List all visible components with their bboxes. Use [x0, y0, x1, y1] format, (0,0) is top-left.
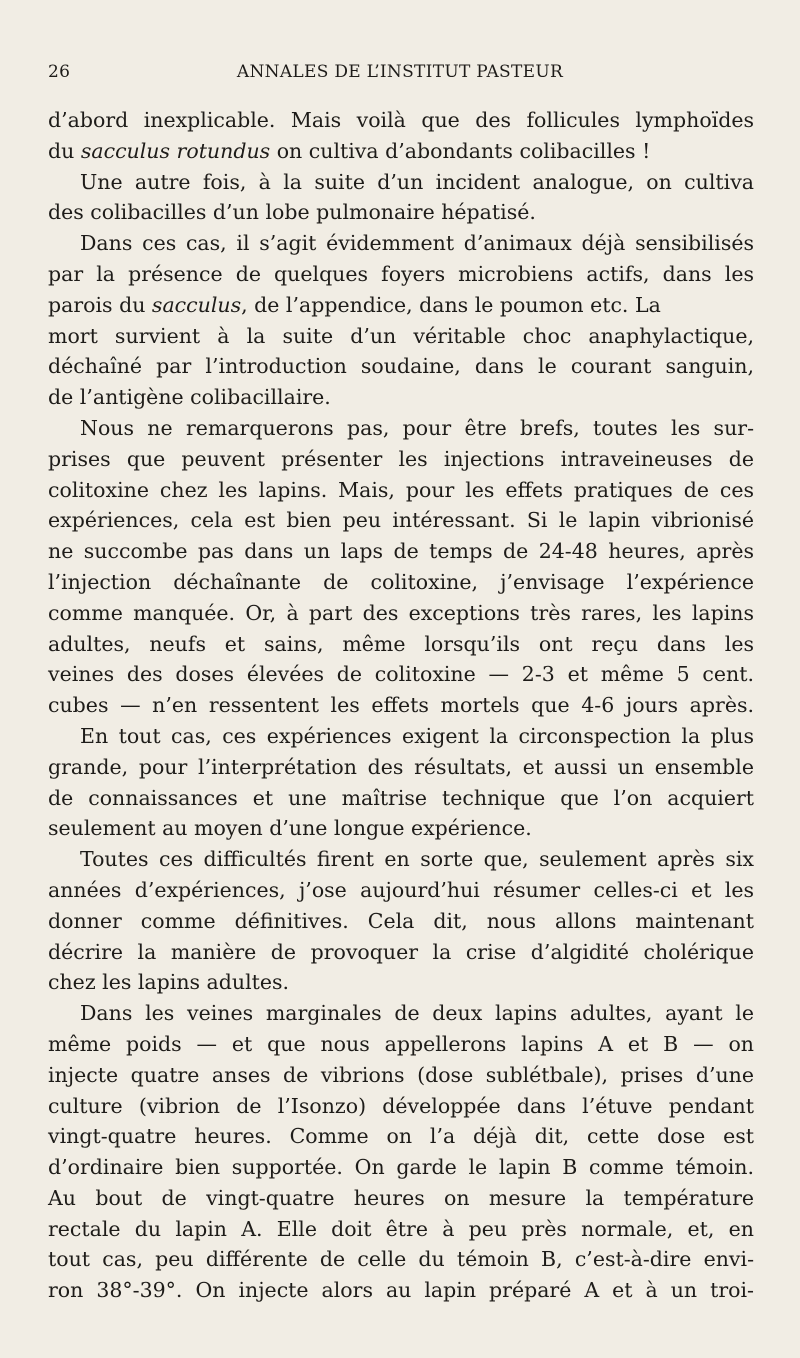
text-span: , de l’appendice, dans le poumon etc. La: [241, 292, 661, 317]
paragraph-2: [48, 167, 754, 229]
body-text: [48, 105, 754, 1306]
text-line: mort survient à la suite d’un véritable choc anaphylactique,: [48, 323, 754, 348]
text-line: d’ordinaire bien supportée. On garde le lapin B comme témoin.: [48, 1155, 754, 1180]
text-line: Une autre fois, à la suite d’un incident analogue, on cultiva: [80, 169, 754, 194]
text-line: de connaissances et une maîtrise technique que l’on acquiert: [48, 785, 754, 810]
italic-term: sacculus: [151, 292, 242, 317]
text-line: seulement au moyen d’une longue expérience.: [48, 816, 532, 841]
paragraph-7: [48, 998, 754, 1306]
text-span: parois du: [48, 292, 152, 317]
paragraph-4: [48, 413, 754, 721]
running-title: ANNALES DE L’INSTITUT PASTEUR: [236, 62, 564, 82]
text-span: on cultiva d’abondants colibacilles !: [270, 138, 651, 163]
text-line: déchaîné par l’introduction soudaine, dans le courant sanguin,: [48, 354, 754, 379]
text-line: vingt-quatre heures. Comme on l’a déjà dit, cette dose est: [48, 1124, 754, 1149]
page-header: [48, 62, 752, 88]
text-line: culture (vibrion de l’Isonzo) développée dans l’étuve pendant: [48, 1093, 754, 1118]
text-line: veines des doses élevées de colitoxine — 2-3 et même 5 cent.: [48, 662, 754, 687]
text-line: cubes — n’en ressentent les effets mortels que 4-6 jours après.: [48, 693, 754, 718]
paragraph-6: [48, 844, 754, 998]
page-number: 26: [48, 62, 71, 82]
text-line: Nous ne remarquerons pas, pour être brefs, toutes les sur-: [80, 415, 754, 440]
text-line: d’abord inexplicable. Mais voilà que des follicules lymphoïdes: [48, 108, 754, 132]
text-line: donner comme définitives. Cela dit, nous allons maintenant: [48, 908, 754, 933]
text-line: grande, pour l’interprétation des résultats, et aussi un ensemble: [48, 754, 754, 779]
text-line: ne succombe pas dans un laps de temps de 24-48 heures, après: [48, 539, 754, 564]
text-line: même poids — et que nous appellerons lapins A et B — on: [48, 1031, 754, 1056]
text-line: tout cas, peu différente de celle du témoin B, c’est-à-dire envi-: [48, 1247, 754, 1272]
text-line: Au bout de vingt-quatre heures on mesure la température: [48, 1185, 754, 1210]
paragraph-3: [48, 228, 754, 413]
text-line: injecte quatre anses de vibrions (dose sublétbale), prises d’une: [48, 1062, 754, 1087]
text-line: Dans les veines marginales de deux lapins adultes, ayant le: [80, 1001, 754, 1026]
text-line: par la présence de quelques foyers microbiens actifs, dans les: [48, 261, 754, 286]
text-line: ron 38°-39°. On injecte alors au lapin préparé A et à un troi-: [48, 1278, 754, 1303]
text-line: décrire la manière de provoquer la crise d’algidité cholérique: [48, 939, 754, 964]
text-line: de l’antigène colibacillaire.: [48, 385, 331, 410]
text-line: adultes, neufs et sains, même lorsqu’ils ont reçu dans les: [48, 631, 754, 656]
text-line: En tout cas, ces expériences exigent la circonspection la plus: [80, 723, 754, 748]
text-line: chez les lapins adultes.: [48, 970, 290, 995]
text-span: du: [48, 138, 81, 163]
text-line: expériences, cela est bien peu intéressant. Si le lapin vibrionisé: [48, 508, 754, 533]
paragraph-1: [48, 105, 754, 167]
text-line: comme manquée. Or, à part des exceptions très rares, les lapins: [48, 600, 754, 625]
italic-term: sacculus rotundus: [80, 138, 271, 163]
text-line: colitoxine chez les lapins. Mais, pour les effets pratiques de ces: [48, 477, 754, 502]
text-line: Dans ces cas, il s’agit évidemment d’animaux déjà sensibilisés: [80, 231, 754, 256]
text-line: [48, 136, 754, 167]
text-line: des colibacilles d’un lobe pulmonaire hépatisé.: [48, 200, 536, 225]
text-line: [48, 290, 754, 321]
text-line: prises que peuvent présenter les injections intraveineuses de: [48, 446, 754, 471]
text-line: années d’expériences, j’ose aujourd’hui résumer celles-ci et les: [48, 877, 754, 902]
paragraph-5: [48, 721, 754, 844]
text-line: rectale du lapin A. Elle doit être à peu près normale, et, en: [48, 1216, 754, 1241]
text-line: l’injection déchaînante de colitoxine, j’envisage l’expérience: [48, 569, 754, 594]
text-line: Toutes ces difficultés firent en sorte que, seulement après six: [80, 847, 754, 872]
